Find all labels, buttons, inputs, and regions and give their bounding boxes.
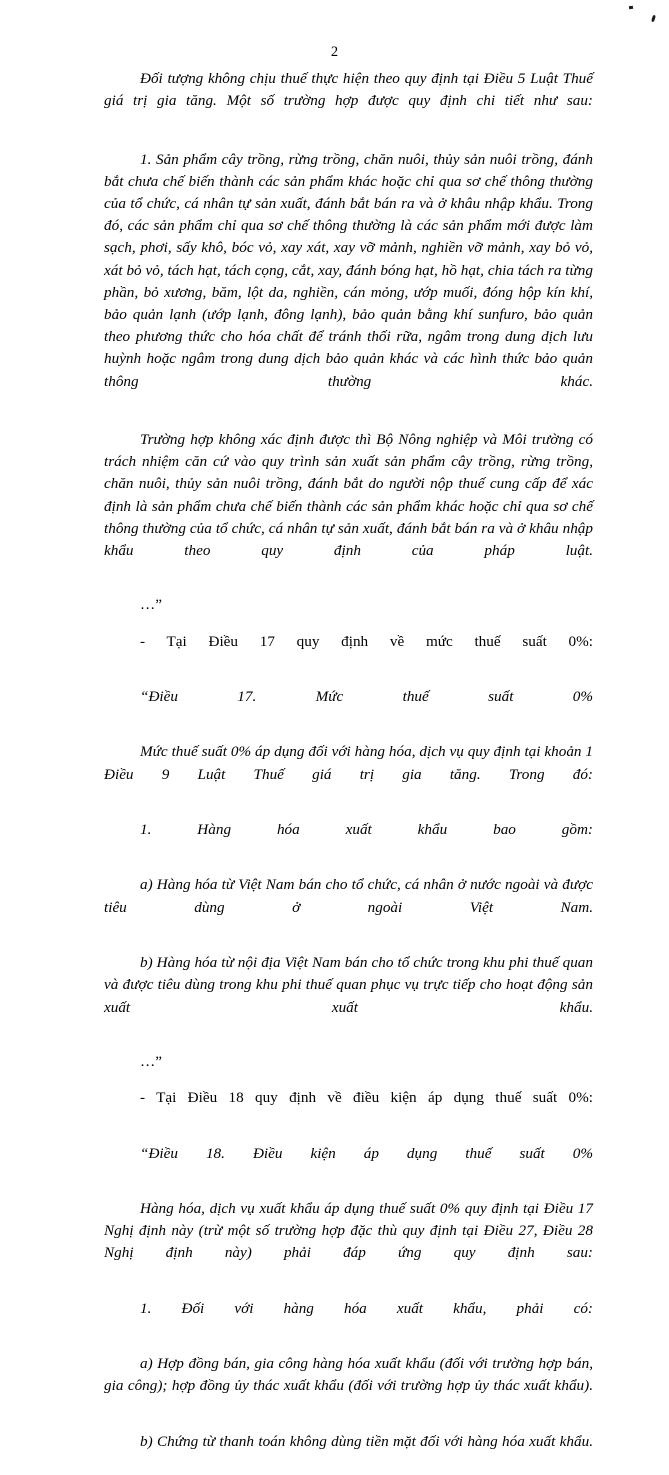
paragraph: 1. Sản phẩm cây trồng, rừng trồng, chăn nuôi, thủy sản nuôi trồng, đánh bắt chưa chế biến thành các sản phẩm khác hoặc chỉ qua sơ chế thông thường của tổ chức, cá nhân tự sản xuất, đánh bắt bán ra và ở khâu nhập khẩu. Trong đó, các sản phẩm chỉ qua sơ chế thông thường là các sản phẩm mới được làm sạch, phơi, sấy khô, bóc vỏ, xay xát, xay vỡ mảnh, nghiền vỡ mảnh, xay bỏ vỏ, xát bỏ vỏ, tách hạt, tách cọng, cắt, xay, đánh bóng hạt, hồ hạt, chia tách ra từng phần, bỏ xương, băm, lột da, nghiền, cán mỏng, ướp muối, đóng hộp kín khí, bảo quản lạnh (ướp lạnh, đông lạnh), bảo quản bằng khí sunfuro, bảo quản theo phương thức cho hóa chất để tránh thối rữa, ngâm trong dung dịch lưu huỳnh hoặc ngâm trong dung dịch bảo quản khác và các hình thức bảo quản thông thường khác. <box>104 150 593 390</box>
paragraph: Trường hợp không xác định được thì Bộ Nông nghiệp và Môi trường có trách nhiệm căn cứ vào quy trình sản xuất sản phẩm cây trồng, rừng trồng, chăn nuôi, thủy sản nuôi trồng, đánh bắt do người nộp thuế cung cấp để xác định là sản phẩm chưa chế biến thành các sản phẩm khác hoặc chỉ qua sơ chế thông thường của tổ chức, cá nhân tự sản xuất, đánh bắt bán ra và ở khâu nhập khẩu theo quy định của pháp luật. <box>104 431 593 560</box>
paragraph: “Điều 18. Điều kiện áp dụng thuế suất 0% <box>140 1144 593 1162</box>
paragraph-ellipsis: …” <box>140 1052 162 1070</box>
paragraph: - Tại Điều 17 quy định về mức thuế suất 0%: <box>140 632 593 650</box>
scan-artifact-speck-icon <box>629 6 633 10</box>
page-number: 2 <box>330 44 339 60</box>
paragraph: Đối tượng không chịu thuế thực hiện theo quy định tại Điều 5 Luật Thuế giá trị gia tăng. Một số trường hợp được quy định chi tiết như sau: <box>104 70 593 110</box>
paragraph: “Điều 17. Mức thuế suất 0% <box>140 688 593 706</box>
paragraph: - Tại Điều 18 quy định về điều kiện áp dụng thuế suất 0%: <box>140 1089 593 1107</box>
paragraph: a) Hợp đồng bán, gia công hàng hóa xuất khẩu (đối với trường hợp bán, gia công); hợp đồng ủy thác xuất khẩu (đối với trường hợp ủy thác xuất khẩu). <box>104 1355 593 1395</box>
document-body <box>104 68 593 1475</box>
paragraph: b) Chứng từ thanh toán không dùng tiền mặt đối với hàng hóa xuất khẩu. <box>140 1432 593 1450</box>
paragraph: Mức thuế suất 0% áp dụng đối với hàng hóa, dịch vụ quy định tại khoản 1 Điều 9 Luật Thuế giá trị gia tăng. Trong đó: <box>104 743 593 783</box>
scan-artifact-speck-icon <box>651 15 656 23</box>
paragraph: Hàng hóa, dịch vụ xuất khẩu áp dụng thuế suất 0% quy định tại Điều 17 Nghị định này (trừ một số trường hợp đặc thù quy định tại Điều 27, Điều 28 Nghị định này) phải đáp ứng quy định sau: <box>104 1199 593 1262</box>
paragraph: a) Hàng hóa từ Việt Nam bán cho tổ chức, cá nhân ở nước ngoài và được tiêu dùng ở ngoài Việt Nam. <box>104 876 593 916</box>
paragraph: 1. Hàng hóa xuất khẩu bao gồm: <box>140 821 593 839</box>
paragraph: b) Hàng hóa từ nội địa Việt Nam bán cho tổ chức trong khu phi thuế quan và được tiêu dùng trong khu phi thuế quan phục vụ trực tiếp cho hoạt động sản xuất xuất khẩu. <box>104 954 593 1016</box>
paragraph: 1. Đối với hàng hóa xuất khẩu, phải có: <box>140 1299 593 1317</box>
paragraph-ellipsis: …” <box>140 596 162 614</box>
